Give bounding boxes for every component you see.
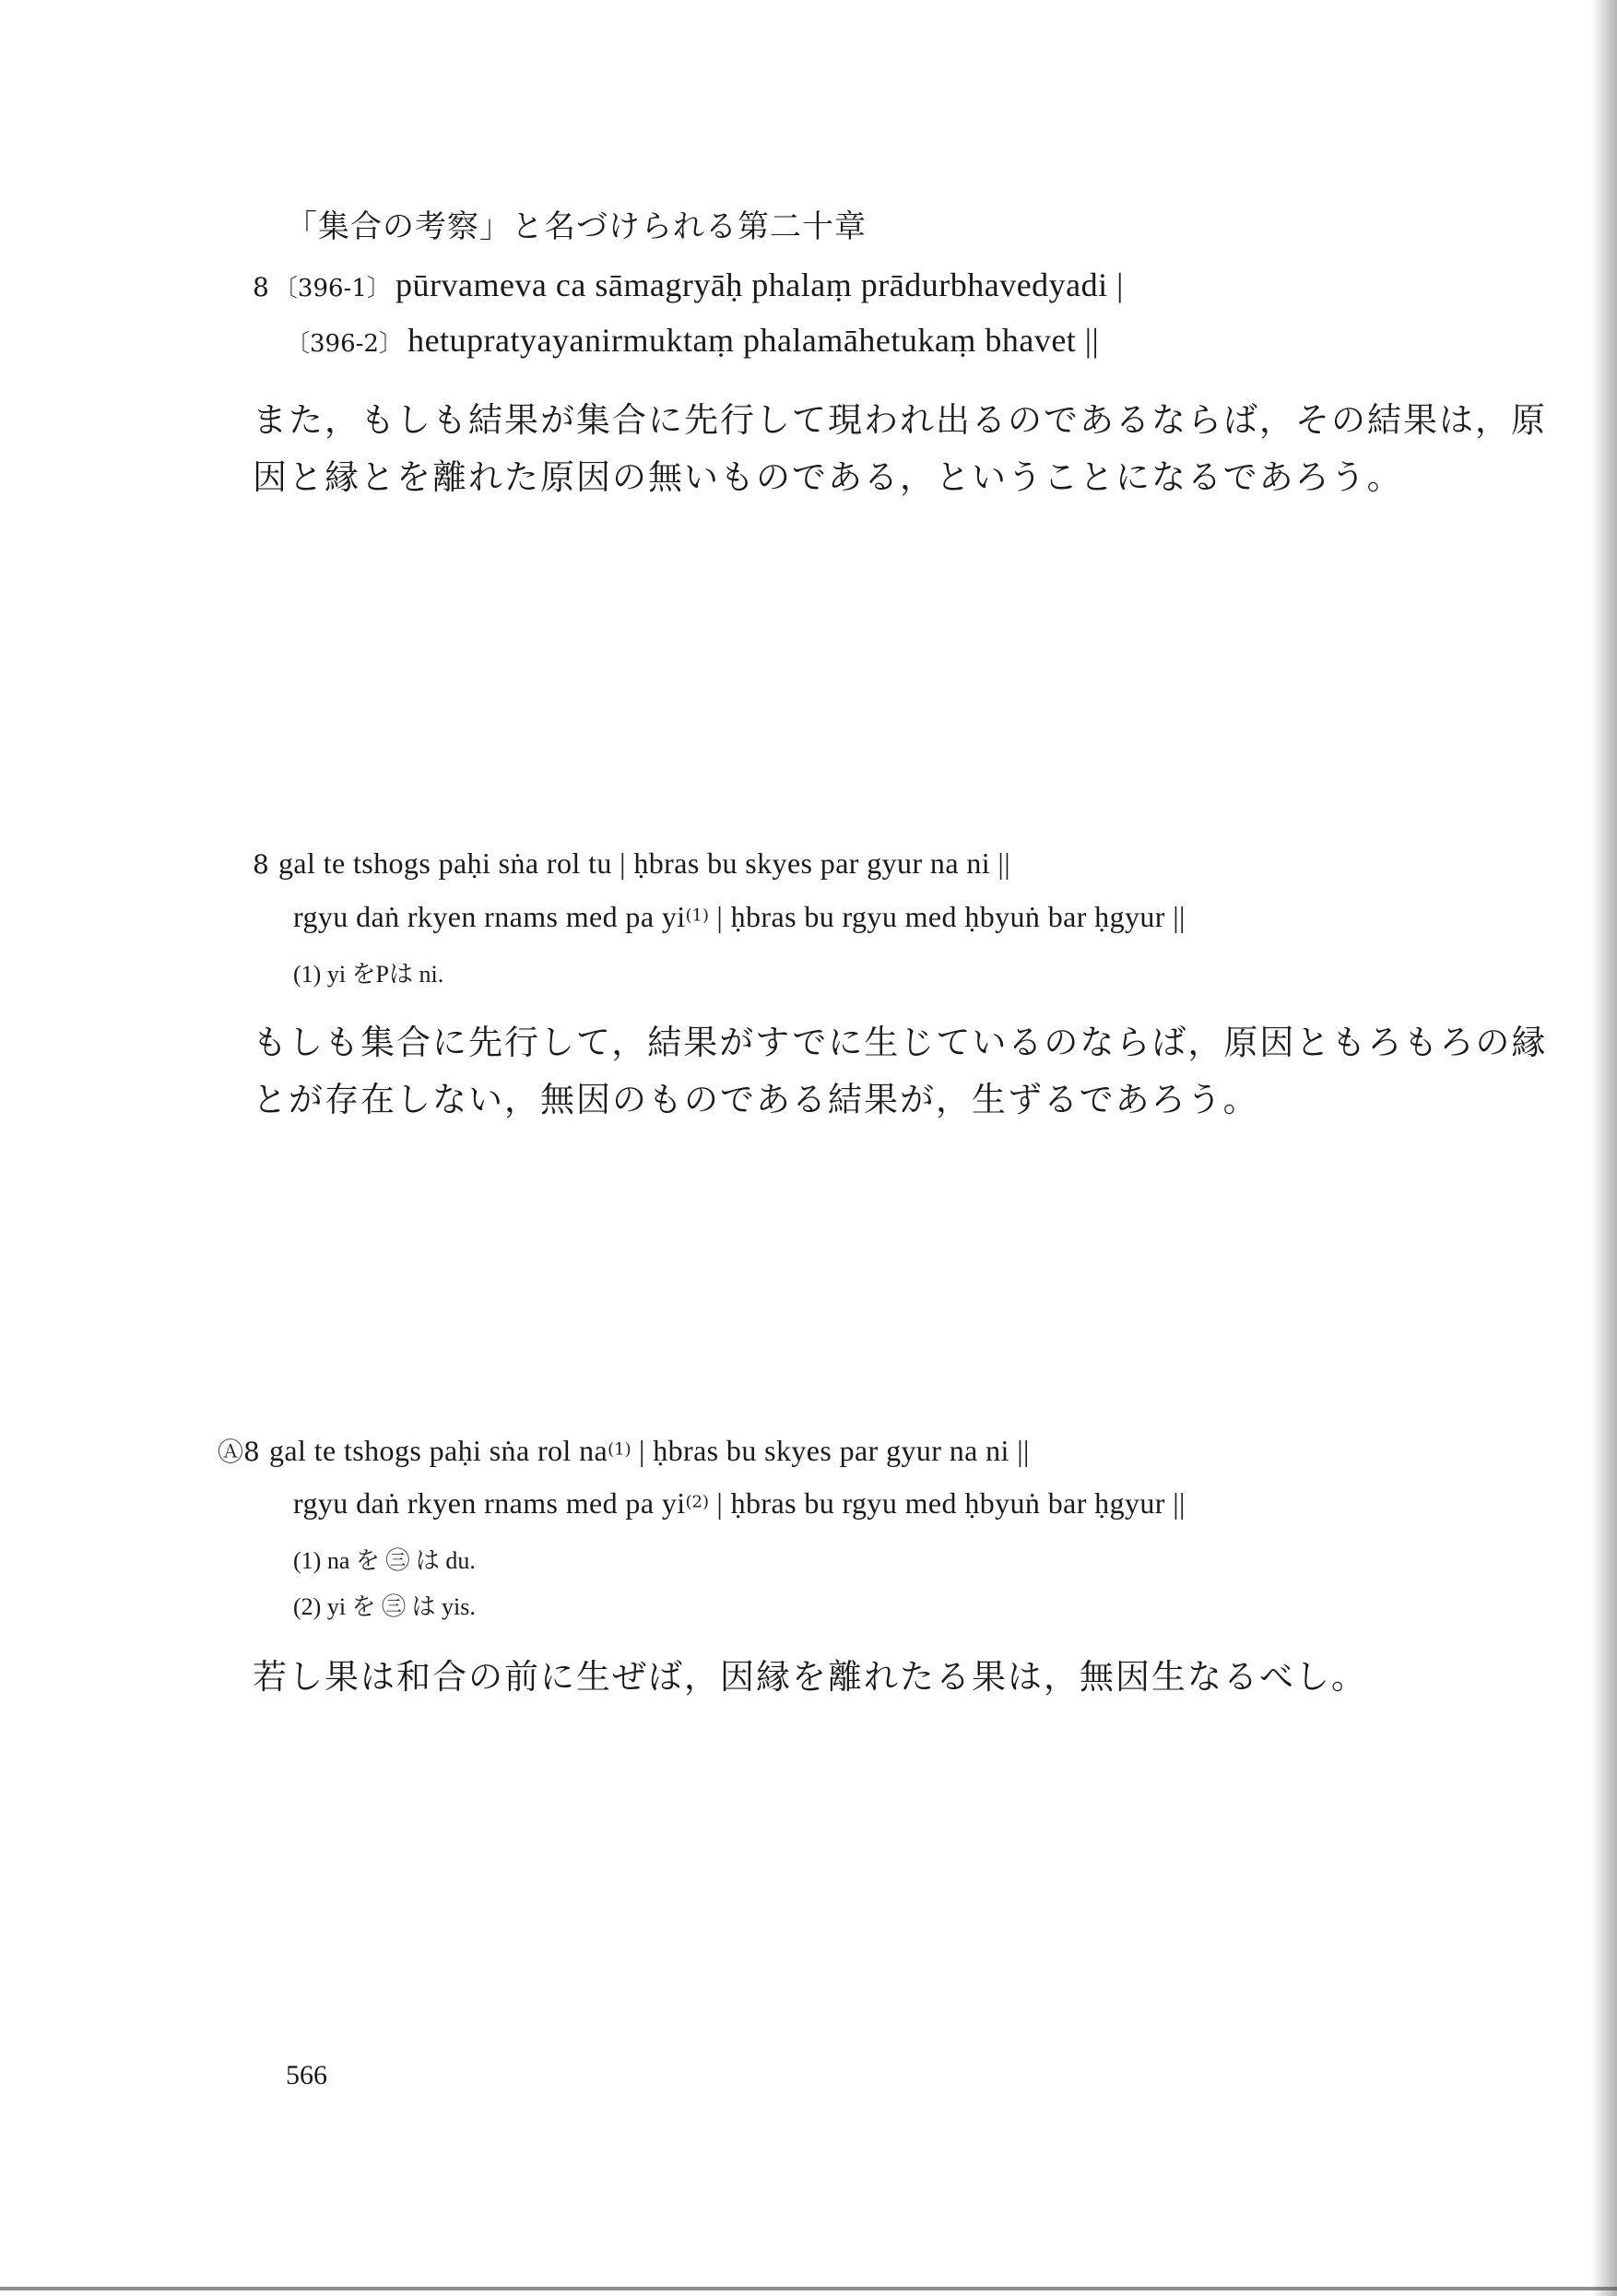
verse-number: 8 [253, 849, 269, 880]
tibetan-verse-line-1 [253, 846, 1010, 881]
tibetan-text: rgyu daṅ rkyen rnams med pa yi [293, 1486, 686, 1520]
variant-footnote-2: (2) yi を ㊂ は yis. [293, 1593, 476, 1620]
tibetan-text: gal te tshogs paḥi sṅa rol na [269, 1434, 608, 1467]
footnote-marker: (1) [608, 1439, 631, 1460]
variant-footnote-1: (1) na を ㊂ は du. [293, 1547, 476, 1574]
tibetan-text: | ḥbras bu rgyu med ḥbyuṅ bar ḥgyur || [709, 900, 1186, 933]
footnote-marker: (2) [685, 1492, 710, 1512]
variant-verse-line-2 [293, 1486, 1186, 1521]
footnote-marker: (1) [685, 905, 710, 926]
tibetan-translation-line-1: もしも集合に先行して，結果がすでに生じているのならば，原因ともろもろの縁 [253, 1023, 1548, 1062]
tibetan-translation-line-2: とが存在しない，無因のものである結果が，生ずるであろう。 [253, 1080, 1259, 1119]
tibetan-verse-line-2 [293, 900, 1186, 934]
tibetan-text: | ḥbras bu skyes par gyur na ni || [631, 1434, 1030, 1467]
tibetan-text: | ḥbras bu rgyu med ḥbyuṅ bar ḥgyur || [709, 1486, 1186, 1520]
tibetan-text: gal te tshogs paḥi sṅa rol tu | ḥbras bu skyes par gyur na ni || [278, 846, 1011, 880]
variant-translation: 若し果は和合の前に生ぜば，因縁を離れたる果は，無因生なるべし。 [253, 1657, 1367, 1697]
sanskrit-verse-line-1 [253, 266, 1124, 304]
variant-marker: Ⓐ [218, 1437, 244, 1467]
sanskrit-verse-line-2 [286, 321, 1099, 360]
verse-number: 8 [243, 1437, 260, 1467]
chapter-title: 「集合の考察」と名づけられる第二十章 [286, 208, 867, 245]
verse-number: 8 [253, 272, 269, 302]
tibetan-footnote-1: (1) yi をPは ni. [293, 961, 444, 988]
tibetan-text: rgyu daṅ rkyen rnams med pa yi [293, 900, 686, 933]
verse-reference: 〔396-2〕 [286, 330, 403, 358]
sanskrit-translation-line-2: 因と縁とを離れた原因の無いものである，ということになるであろう。 [253, 457, 1403, 497]
verse-reference: 〔396-1〕 [273, 275, 391, 302]
page-number: 566 [286, 2060, 327, 2090]
sanskrit-text: pūrvameva ca sāmagryāḥ phalaṃ prādurbhavedyadi | [395, 266, 1124, 303]
variant-verse-line-1 [218, 1432, 1030, 1469]
sanskrit-translation-line-1: また，もしも結果が集合に先行して現われ出るのであるならば，その結果は，原 [253, 400, 1547, 440]
sanskrit-text: hetupratyayanirmuktaṃ phalamāhetukaṃ bhavet || [407, 322, 1100, 359]
scan-bottom-line [0, 2287, 1617, 2290]
scan-shadow-edge [1591, 0, 1617, 2296]
